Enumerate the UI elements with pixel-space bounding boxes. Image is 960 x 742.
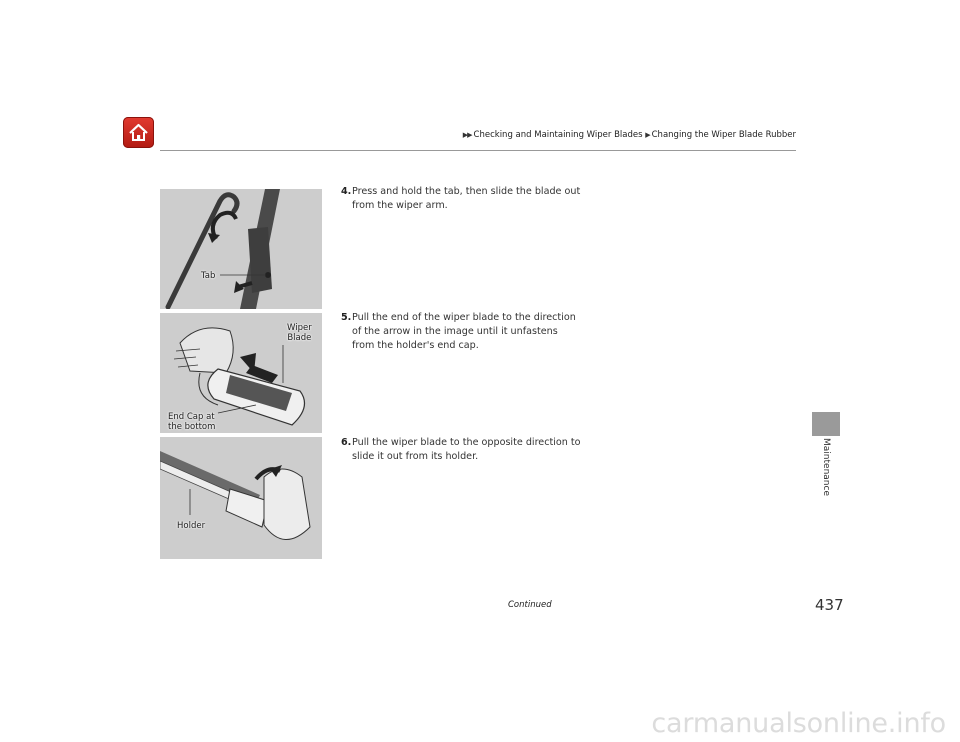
step-number: 4. <box>341 186 352 197</box>
page-number: 437 <box>815 596 844 614</box>
step-text: Pull the end of the wiper blade to the direction of the arrow in the image until it unfastens from the holder's end cap. <box>352 312 576 351</box>
step-text: Press and hold the tab, then slide the blade out from the wiper arm. <box>352 186 581 211</box>
home-button[interactable] <box>123 117 154 148</box>
breadcrumb-current: Changing the Wiper Blade Rubber <box>651 130 796 140</box>
continued-label: Continued <box>508 600 552 610</box>
callout-end-cap: End Cap at the bottom <box>168 412 216 432</box>
watermark: carmanualsonline.info <box>651 708 946 739</box>
callout-tab: Tab <box>201 271 216 281</box>
step-6 <box>341 436 581 464</box>
section-label: Maintenance <box>821 438 831 496</box>
breadcrumb-arrow-icon: ▶ <box>645 131 650 139</box>
home-icon <box>127 121 150 144</box>
callout-holder: Holder <box>177 521 206 531</box>
section-tab-marker <box>812 412 840 436</box>
step-number: 6. <box>341 437 352 448</box>
step-4 <box>341 185 581 213</box>
figure-slide-out-holder <box>160 437 322 559</box>
step-number: 5. <box>341 312 352 323</box>
figure-remove-blade <box>160 189 322 309</box>
step-text: Pull the wiper blade to the opposite direction to slide it out from its holder. <box>352 437 581 462</box>
header-divider <box>160 150 796 151</box>
breadcrumb-arrow-icon: ▶▶ <box>462 131 472 139</box>
callout-wiper-blade: Wiper Blade <box>287 323 312 343</box>
breadcrumb-parent[interactable]: Checking and Maintaining Wiper Blades <box>473 130 643 140</box>
step-5 <box>341 311 581 353</box>
breadcrumb <box>463 130 796 140</box>
